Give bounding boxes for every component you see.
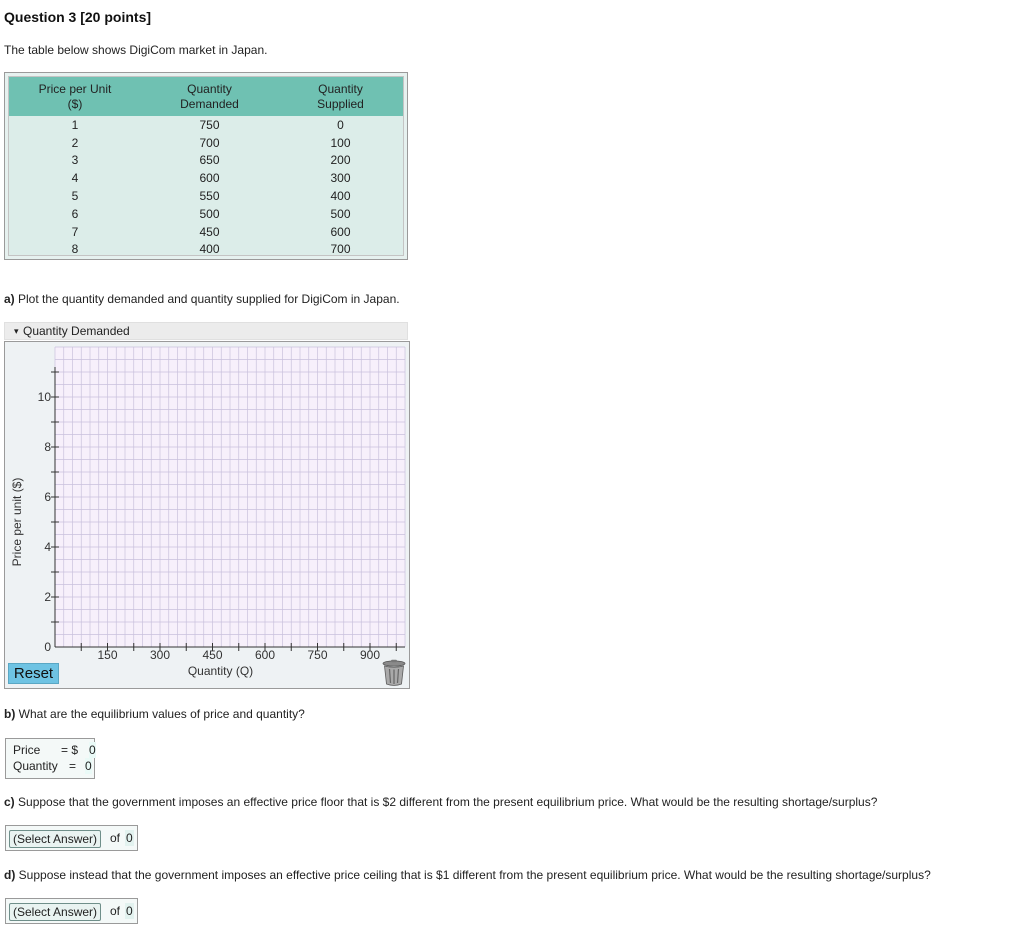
price-eq: = $ xyxy=(61,743,79,757)
series-dropdown[interactable] xyxy=(4,322,408,340)
cell-price: 8 xyxy=(71,242,79,257)
market-table xyxy=(4,72,408,260)
x-tick-label: 750 xyxy=(307,648,328,662)
quantity-row xyxy=(9,758,91,774)
question-title: Question 3 [20 points] xyxy=(4,9,152,25)
cell-price: 5 xyxy=(71,189,79,204)
y-tick-label: 10 xyxy=(37,390,51,404)
cell-price: 3 xyxy=(71,153,79,168)
triangle-down-icon: ▾ xyxy=(14,326,19,336)
cell-supplied: 400 xyxy=(330,189,351,204)
part-c-text: Suppose that the government imposes an effective price floor that is $2 different from the present equilibrium price. What would be the resulting shortage/surplus? xyxy=(18,795,878,809)
cell-price: 4 xyxy=(71,171,79,186)
y-tick-label: 2 xyxy=(44,590,51,604)
price-row xyxy=(9,742,96,758)
y-tick-label: 4 xyxy=(44,540,51,554)
cell-price: 1 xyxy=(71,117,79,132)
part-a-label: a) xyxy=(4,292,15,306)
y-tick-label: 8 xyxy=(44,440,51,454)
origin-label: 0 xyxy=(44,640,51,654)
cell-demanded: 400 xyxy=(199,242,220,257)
price-label: Price xyxy=(13,743,41,757)
cell-demanded: 600 xyxy=(199,171,220,186)
cell-demanded: 650 xyxy=(199,153,220,168)
part-a-question xyxy=(4,292,400,306)
cell-demanded: 700 xyxy=(199,135,220,150)
table-row xyxy=(9,169,403,187)
part-d-of-label: of xyxy=(110,904,121,918)
reset-button[interactable]: Reset xyxy=(8,663,59,684)
trash-can-icon[interactable] xyxy=(381,659,407,687)
equilibrium-answer-box xyxy=(5,738,95,779)
quantity-label: Quantity xyxy=(13,759,58,773)
header-quantity-demanded: Quantity Demanded xyxy=(141,77,278,116)
part-d-text: Suppose instead that the government imposes an effective price ceiling that is $1 different from the present equilibrium price. What would be the resulting shortage/surplus? xyxy=(18,868,931,882)
part-a-text: Plot the quantity demanded and quantity supplied for DigiCom in Japan. xyxy=(18,292,400,306)
table-row xyxy=(9,187,403,205)
table-row xyxy=(9,205,403,223)
table-row xyxy=(9,241,403,259)
cell-supplied: 500 xyxy=(330,206,351,221)
header-quantity-supplied: Quantity Supplied xyxy=(278,77,403,116)
x-tick-label: 900 xyxy=(359,648,381,662)
cell-price: 6 xyxy=(71,206,79,221)
cell-supplied: 0 xyxy=(337,117,344,132)
part-d-amount-input[interactable]: 0 xyxy=(126,904,133,918)
cell-demanded: 500 xyxy=(199,206,220,221)
x-tick-label: 600 xyxy=(254,648,276,662)
graph-panel xyxy=(4,341,410,689)
part-b-question xyxy=(4,707,305,721)
cell-demanded: 550 xyxy=(199,189,220,204)
part-c-amount-input[interactable]: 0 xyxy=(126,831,133,845)
x-tick-label: 150 xyxy=(97,648,118,662)
x-axis-label: Quantity (Q) xyxy=(187,664,254,678)
quantity-input[interactable]: 0 xyxy=(85,759,92,773)
part-d-label: d) xyxy=(4,868,16,882)
x-tick-label: 300 xyxy=(149,648,171,662)
part-d-shortage-surplus-select[interactable]: (Select Answer) xyxy=(9,903,101,921)
cell-price: 7 xyxy=(71,224,79,239)
price-input[interactable]: 0 xyxy=(89,743,96,757)
series-dropdown-label: Quantity Demanded xyxy=(23,324,130,338)
x-tick-label: 450 xyxy=(202,648,223,662)
table-header-row xyxy=(9,77,403,116)
table-row xyxy=(9,223,403,241)
part-c-answer-box xyxy=(5,825,138,851)
y-tick-label: 6 xyxy=(44,490,51,504)
cell-supplied: 700 xyxy=(330,242,351,257)
plot-area[interactable] xyxy=(5,342,409,688)
cell-demanded: 450 xyxy=(199,224,220,239)
table-row xyxy=(9,152,403,170)
part-d-question xyxy=(4,868,931,882)
cell-supplied: 100 xyxy=(330,135,351,150)
part-d-answer-box xyxy=(5,898,138,924)
part-c-label: c) xyxy=(4,795,15,809)
cell-demanded: 750 xyxy=(199,117,220,132)
cell-price: 2 xyxy=(71,135,79,150)
part-c-of-label: of xyxy=(110,831,121,845)
market-table-grid xyxy=(9,77,403,258)
part-c-question xyxy=(4,795,877,809)
table-row xyxy=(9,134,403,152)
quantity-eq: = xyxy=(69,759,77,773)
cell-supplied: 300 xyxy=(330,171,351,186)
part-b-text: What are the equilibrium values of price and quantity? xyxy=(18,707,305,721)
cell-supplied: 200 xyxy=(330,153,351,168)
part-c-shortage-surplus-select[interactable]: (Select Answer) xyxy=(9,830,101,848)
y-axis-label: Price per unit ($) xyxy=(10,477,24,567)
question-intro: The table below shows DigiCom market in Japan. xyxy=(4,43,268,57)
cell-supplied: 600 xyxy=(330,224,351,239)
header-price: Price per Unit ($) xyxy=(9,77,141,116)
part-b-label: b) xyxy=(4,707,16,721)
table-row xyxy=(9,116,403,134)
